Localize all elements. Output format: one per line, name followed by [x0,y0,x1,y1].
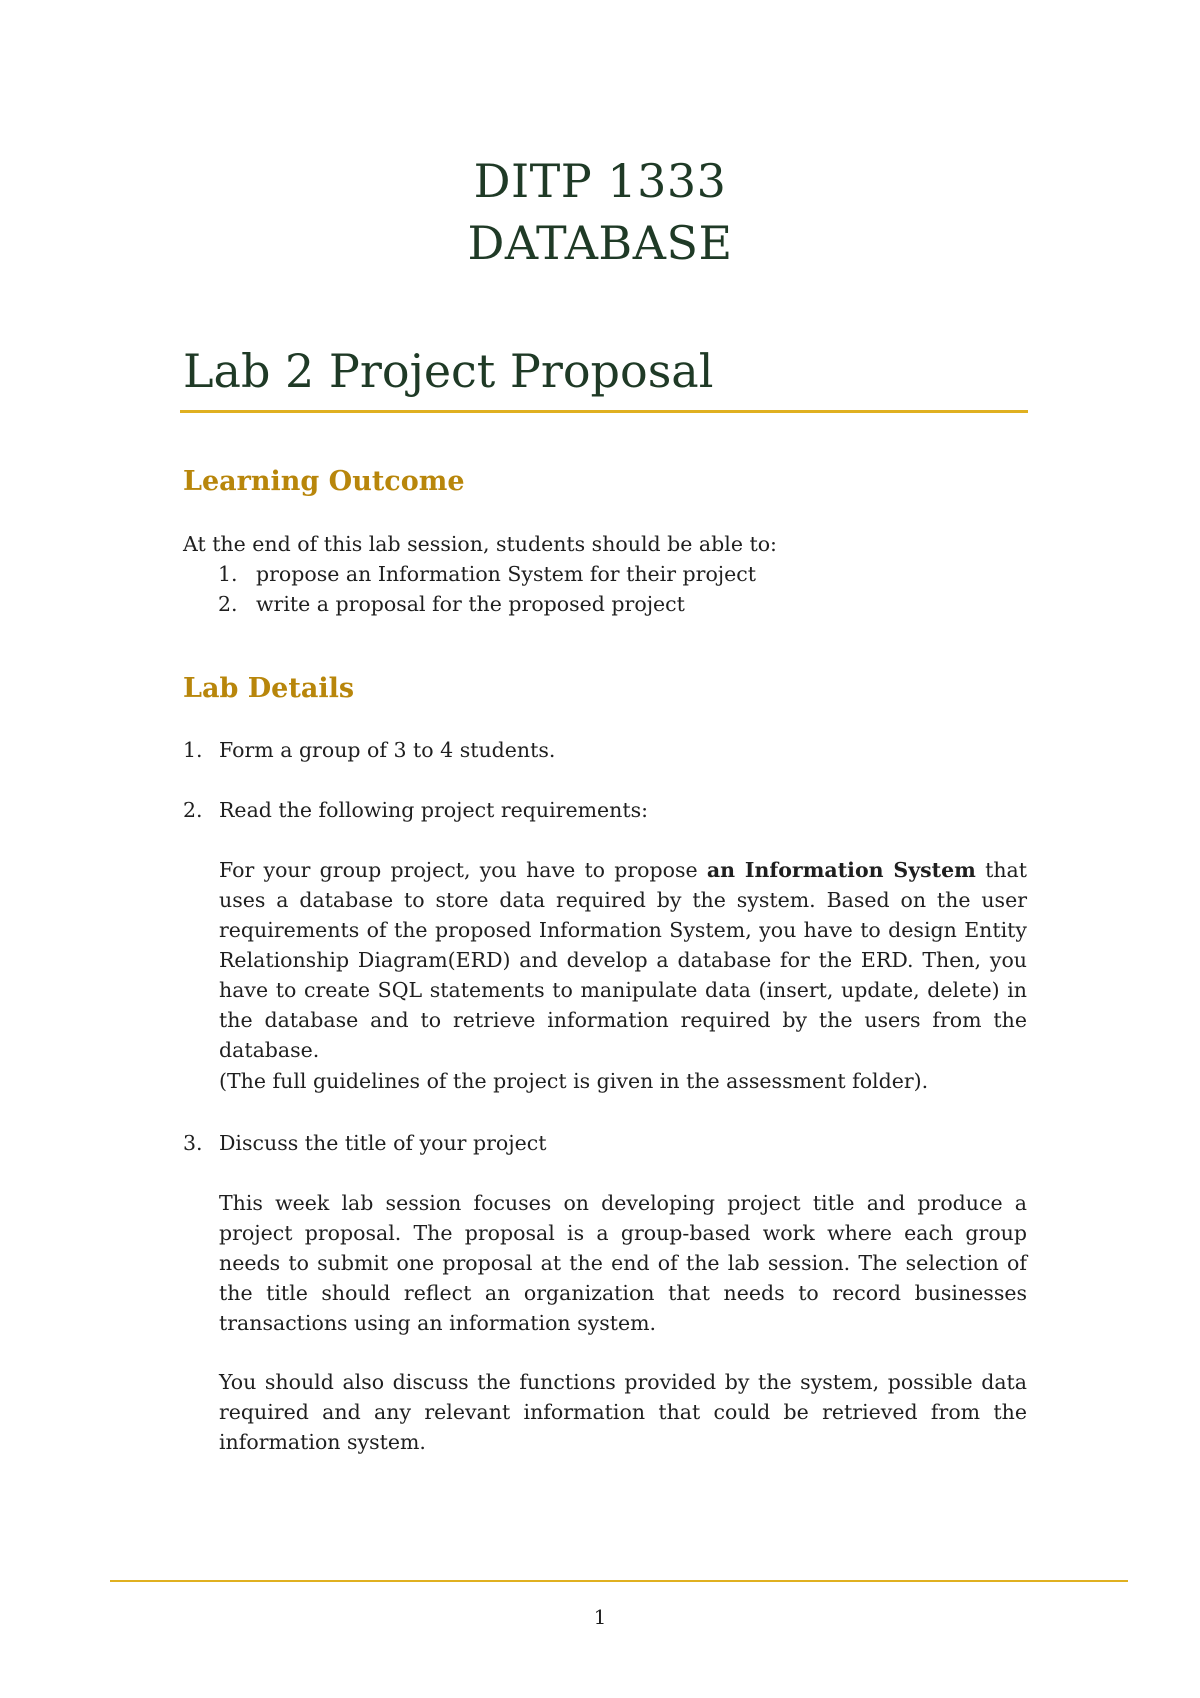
list-item-number: 1. [218,562,238,586]
footer-divider [110,1580,1128,1582]
list-item-text: propose an Information System for their project [256,562,757,586]
course-code: DITP 1333 [473,154,727,208]
requirements-text-end: that uses a database to store data required by the system. Based on the user requirements of the proposed Information System, you have to design Entity Relationship Diagram(ERD) and develop a database for the ERD. Then, you have to create SQL statements to manipulate data (insert, update, delete) in the database and to retrieve information required by the users from the database. [219,858,1027,1062]
project-title-paragraph: This week lab session focuses on developing project title and produce a project proposal. The proposal is a group-based work where each group needs to submit one proposal at the end of the lab session. The selection of the title should reflect an organization that needs to record businesses transactions using an information system. [219,1191,1027,1335]
course-name: DATABASE [467,216,733,270]
guidelines-note: (The full guidelines of the project is given in the assessment folder). [219,1069,929,1093]
list-item-text: Discuss the title of your project [219,1131,547,1155]
learning-outcome-list [183,559,756,619]
list-item-number: 2. [183,798,203,822]
list-item [183,589,756,619]
list-item-text: write a proposal for the proposed project [256,592,685,616]
learning-outcome-intro: At the end of this lab session, students should be able to: [183,532,777,556]
learning-outcome-heading: Learning Outcome [183,466,465,497]
list-item-number: 1. [183,738,203,762]
lab-details-heading: Lab Details [183,673,355,704]
project-requirements-paragraph [219,855,1027,1065]
title-divider [180,410,1028,413]
requirements-text-start: For your group project, you have to propose [219,858,707,882]
list-item-number: 2. [218,592,238,616]
list-item [183,559,756,589]
list-item-text: Form a group of 3 to 4 students. [219,738,556,762]
list-item-number: 3. [183,1131,203,1155]
list-item-text: Read the following project requirements: [219,798,649,822]
system-functions-paragraph: You should also discuss the functions provided by the system, possible data required and any relevant information that could be retrieved from the information system. [219,1370,1027,1454]
document-title: Lab 2 Project Proposal [183,344,714,398]
requirements-emphasis: an Information System [706,858,976,882]
page-number: 1 [593,1605,607,1629]
